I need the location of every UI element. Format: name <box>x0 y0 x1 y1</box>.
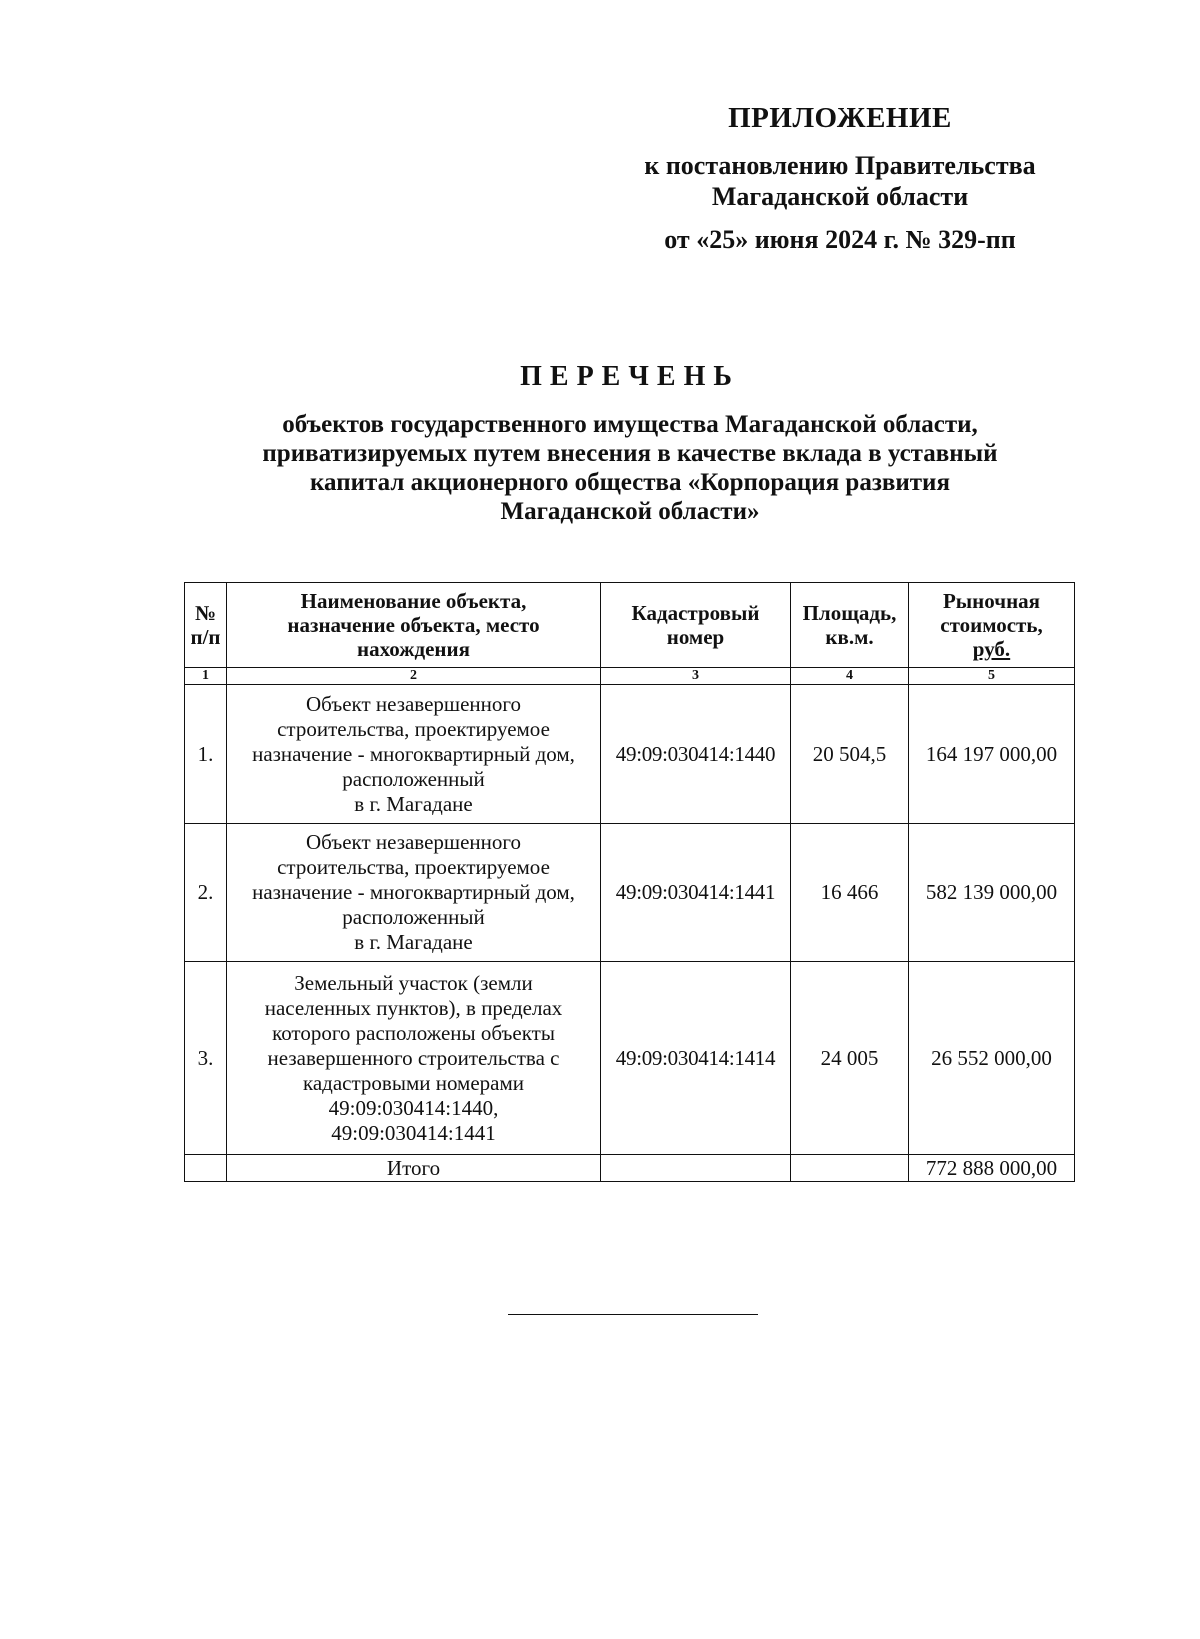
market-value: 582 139 000,00 <box>909 824 1075 962</box>
object-name-line: в г. Магадане <box>354 930 473 954</box>
header-name-line-3: нахождения <box>356 637 470 661</box>
object-name-line: 49:09:030414:1440, <box>328 1095 499 1120</box>
appendix-reference-line-1: к постановлению Правительства <box>644 151 1036 180</box>
header-name <box>227 583 601 668</box>
row-number: 3. <box>185 962 227 1155</box>
object-name-line: расположенный <box>342 905 485 929</box>
list-subtitle-line-2: приватизируемых путем внесения в качестве вклада в уставный <box>262 440 998 467</box>
appendix-reference-line-2: Магаданской области <box>711 182 969 211</box>
appendix-title: ПРИЛОЖЕНИЕ <box>728 102 952 134</box>
header-market-value <box>909 583 1075 668</box>
column-number: 2 <box>227 668 601 685</box>
column-number: 4 <box>791 668 909 685</box>
object-name-line: которого расположены объекты <box>272 1020 555 1045</box>
total-empty-cell <box>601 1155 791 1182</box>
header-cadastral <box>601 583 791 668</box>
total-empty-cell <box>185 1155 227 1182</box>
area-value: 20 504,5 <box>791 685 909 824</box>
object-name <box>227 962 601 1155</box>
object-name-line: 49:09:030414:1441 <box>331 1120 496 1145</box>
object-name-line: в г. Магадане <box>354 791 473 816</box>
object-name-line: незавершенного строительства с <box>267 1045 560 1070</box>
list-subtitle-line-4: Магаданской области» <box>500 498 760 525</box>
object-name-line: Объект незавершенного <box>306 691 521 716</box>
header-area-line-2: кв.м. <box>825 625 874 649</box>
total-empty-cell <box>791 1155 909 1182</box>
total-value: 772 888 000,00 <box>909 1155 1075 1182</box>
column-number: 3 <box>601 668 791 685</box>
object-name-line: строительства, проектируемое <box>277 855 550 879</box>
property-table <box>184 582 1075 1182</box>
object-name-line: расположенный <box>342 766 485 791</box>
column-number: 1 <box>185 668 227 685</box>
object-name-line: населенных пунктов), в пределах <box>264 995 563 1020</box>
column-number: 5 <box>909 668 1075 685</box>
header-value-line-3: руб. <box>972 637 1011 661</box>
cadastral-number: 49:09:030414:1441 <box>601 824 791 962</box>
header-number <box>185 583 227 668</box>
table-row <box>185 824 1075 962</box>
area-value: 16 466 <box>791 824 909 962</box>
market-value: 164 197 000,00 <box>909 685 1075 824</box>
row-number: 1. <box>185 685 227 824</box>
appendix-date-line: от «25» июня 2024 г. № 329-пп <box>664 225 1016 254</box>
end-divider <box>508 1314 758 1315</box>
list-heading <box>180 360 1080 526</box>
object-name-line: Объект незавершенного <box>306 830 521 854</box>
header-number-line-1: № <box>194 601 217 625</box>
object-name-line: кадастровыми номерами <box>302 1070 525 1095</box>
object-name <box>227 824 601 962</box>
column-number-row <box>185 668 1075 685</box>
object-name-line: назначение - многоквартирный дом, <box>252 741 575 766</box>
object-name-line: назначение - многоквартирный дом, <box>252 880 575 904</box>
market-value: 26 552 000,00 <box>909 962 1075 1155</box>
header-area-line-1: Площадь, <box>802 601 897 625</box>
header-area <box>791 583 909 668</box>
appendix-block <box>610 100 1070 255</box>
total-label: Итого <box>227 1155 601 1182</box>
object-name-line: строительства, проектируемое <box>277 716 550 741</box>
row-number: 2. <box>185 824 227 962</box>
header-cadastral-line-1: Кадастровый <box>631 601 760 625</box>
header-value-line-2: стоимость, <box>940 613 1043 637</box>
area-value: 24 005 <box>791 962 909 1155</box>
object-name <box>227 685 601 824</box>
cadastral-number: 49:09:030414:1414 <box>601 962 791 1155</box>
table-row <box>185 962 1075 1155</box>
list-subtitle-line-1: объектов государственного имущества Магаданской области, <box>282 411 978 438</box>
header-name-line-2: назначение объекта, место <box>287 613 540 637</box>
table-row <box>185 685 1075 824</box>
object-name-line: Земельный участок (земли <box>294 970 533 995</box>
header-number-line-2: п/п <box>190 625 221 649</box>
table-header-row <box>185 583 1075 668</box>
header-name-line-1: Наименование объекта, <box>300 589 527 613</box>
cadastral-number: 49:09:030414:1440 <box>601 685 791 824</box>
list-subtitle-line-3: капитал акционерного общества «Корпорация развития <box>310 469 950 496</box>
list-title: ПЕРЕЧЕНЬ <box>520 361 740 392</box>
total-row <box>185 1155 1075 1182</box>
header-cadastral-line-2: номер <box>666 625 725 649</box>
header-value-line-1: Рыночная <box>942 589 1041 613</box>
